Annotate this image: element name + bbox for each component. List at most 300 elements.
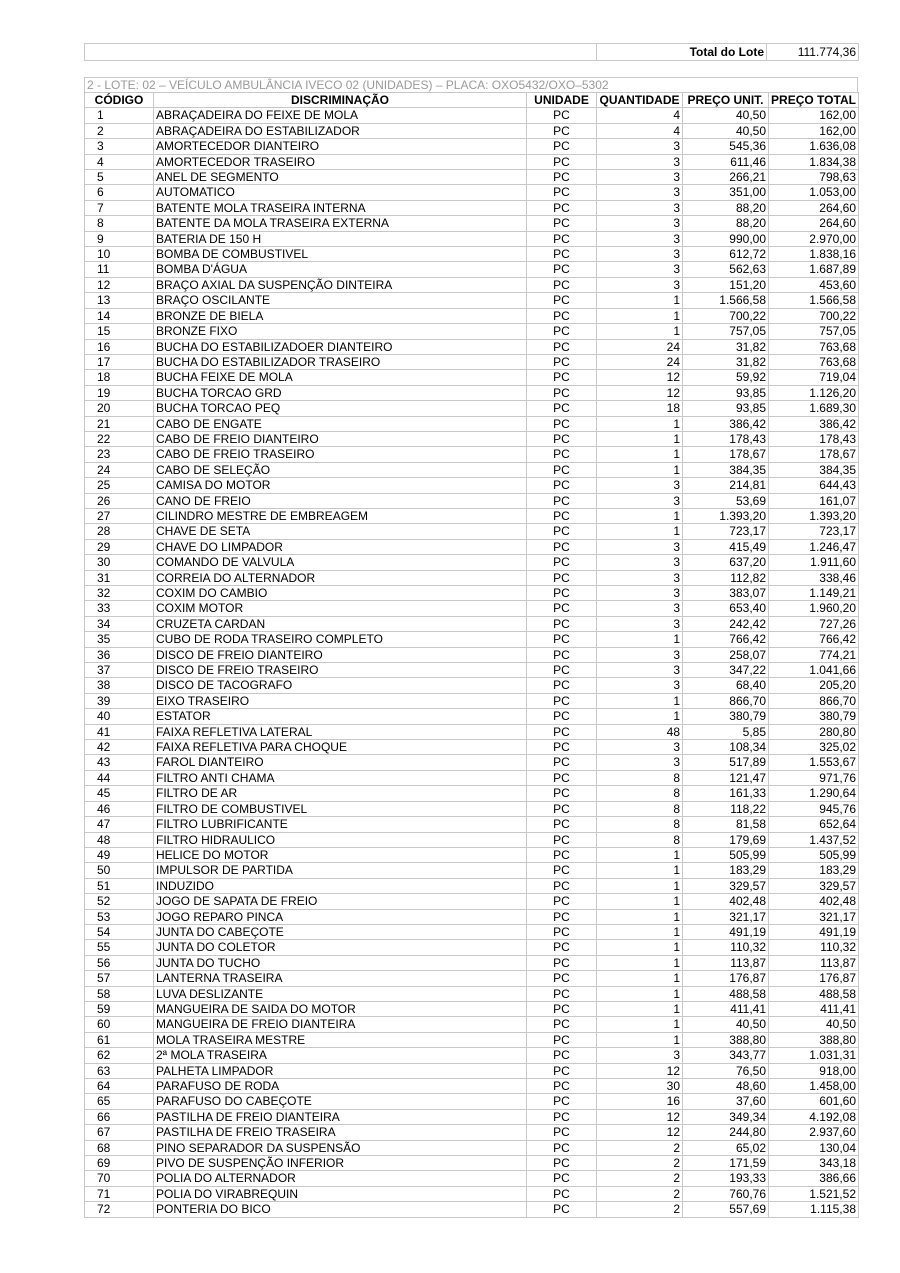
cell-unidade: PC bbox=[527, 139, 597, 154]
cell-unidade: PC bbox=[527, 724, 597, 739]
table-row bbox=[85, 909, 859, 924]
cell-preco-unit: 557,69 bbox=[683, 1202, 769, 1217]
cell-preco-unit: 562,63 bbox=[683, 262, 769, 277]
cell-quantidade: 1 bbox=[597, 693, 683, 708]
cell-unidade: PC bbox=[527, 447, 597, 462]
cell-quantidade: 24 bbox=[597, 354, 683, 369]
cell-quantidade: 1 bbox=[597, 709, 683, 724]
cell-quantidade: 3 bbox=[597, 586, 683, 601]
cell-preco-unit: 266,21 bbox=[683, 170, 769, 185]
cell-discriminacao: MOLA TRASEIRA MESTRE bbox=[154, 1032, 527, 1047]
cell-unidade: PC bbox=[527, 770, 597, 785]
cell-preco-unit: 53,69 bbox=[683, 493, 769, 508]
table-row bbox=[85, 478, 859, 493]
cell-quantidade: 1 bbox=[597, 1001, 683, 1016]
table-row bbox=[85, 786, 859, 801]
cell-discriminacao: ABRAÇADEIRA DO ESTABILIZADOR bbox=[154, 123, 527, 138]
cell-preco-unit: 411,41 bbox=[683, 1001, 769, 1016]
header-codigo: CÓDIGO bbox=[85, 93, 154, 108]
cell-discriminacao: POLIA DO VIRABREQUIN bbox=[154, 1186, 527, 1201]
cell-discriminacao: JUNTA DO TUCHO bbox=[154, 955, 527, 970]
cell-quantidade: 12 bbox=[597, 1109, 683, 1124]
cell-discriminacao: BRONZE DE BIELA bbox=[154, 308, 527, 323]
cell-codigo: 22 bbox=[85, 431, 154, 446]
table-row bbox=[85, 247, 859, 262]
table-row bbox=[85, 678, 859, 693]
cell-preco-unit: 176,87 bbox=[683, 971, 769, 986]
cell-quantidade: 3 bbox=[597, 663, 683, 678]
cell-preco-total: 176,87 bbox=[769, 971, 859, 986]
cell-discriminacao: 2ª MOLA TRASEIRA bbox=[154, 1048, 527, 1063]
cell-quantidade: 2 bbox=[597, 1202, 683, 1217]
cell-preco-unit: 59,92 bbox=[683, 370, 769, 385]
cell-codigo: 26 bbox=[85, 493, 154, 508]
cell-discriminacao: MANGUEIRA DE FREIO DIANTEIRA bbox=[154, 1017, 527, 1032]
cell-codigo: 50 bbox=[85, 863, 154, 878]
cell-quantidade: 3 bbox=[597, 277, 683, 292]
cell-unidade: PC bbox=[527, 231, 597, 246]
cell-codigo: 4 bbox=[85, 154, 154, 169]
table-row bbox=[85, 1202, 859, 1217]
total-lote-row bbox=[85, 44, 859, 61]
cell-quantidade: 1 bbox=[597, 863, 683, 878]
cell-discriminacao: CABO DE FREIO TRASEIRO bbox=[154, 447, 527, 462]
cell-unidade: PC bbox=[527, 632, 597, 647]
cell-quantidade: 3 bbox=[597, 231, 683, 246]
cell-discriminacao: FILTRO ANTI CHAMA bbox=[154, 770, 527, 785]
cell-codigo: 19 bbox=[85, 385, 154, 400]
cell-preco-total: 1.126,20 bbox=[769, 385, 859, 400]
table-row bbox=[85, 616, 859, 631]
cell-preco-unit: 388,80 bbox=[683, 1032, 769, 1047]
cell-preco-unit: 178,43 bbox=[683, 431, 769, 446]
cell-preco-total: 601,60 bbox=[769, 1094, 859, 1109]
table-row bbox=[85, 770, 859, 785]
cell-unidade: PC bbox=[527, 647, 597, 662]
cell-quantidade: 30 bbox=[597, 1079, 683, 1094]
cell-codigo: 5 bbox=[85, 170, 154, 185]
cell-preco-total: 1.031,31 bbox=[769, 1048, 859, 1063]
cell-codigo: 44 bbox=[85, 770, 154, 785]
cell-unidade: PC bbox=[527, 200, 597, 215]
cell-quantidade: 2 bbox=[597, 1140, 683, 1155]
cell-preco-unit: 517,89 bbox=[683, 755, 769, 770]
cell-quantidade: 48 bbox=[597, 724, 683, 739]
cell-quantidade: 1 bbox=[597, 909, 683, 924]
cell-codigo: 51 bbox=[85, 878, 154, 893]
cell-unidade: PC bbox=[527, 1186, 597, 1201]
cell-preco-total: 1.290,64 bbox=[769, 786, 859, 801]
cell-preco-total: 1.566,58 bbox=[769, 293, 859, 308]
cell-codigo: 31 bbox=[85, 570, 154, 585]
cell-preco-total: 4.192,08 bbox=[769, 1109, 859, 1124]
cell-unidade: PC bbox=[527, 401, 597, 416]
cell-unidade: PC bbox=[527, 663, 597, 678]
cell-preco-unit: 545,36 bbox=[683, 139, 769, 154]
cell-preco-unit: 488,58 bbox=[683, 986, 769, 1001]
cell-unidade: PC bbox=[527, 801, 597, 816]
cell-unidade: PC bbox=[527, 1171, 597, 1186]
cell-preco-total: 325,02 bbox=[769, 740, 859, 755]
cell-discriminacao: CANO DE FREIO bbox=[154, 493, 527, 508]
cell-preco-total: 1.687,89 bbox=[769, 262, 859, 277]
cell-codigo: 47 bbox=[85, 817, 154, 832]
cell-discriminacao: EIXO TRASEIRO bbox=[154, 693, 527, 708]
cell-discriminacao: PINO SEPARADOR DA SUSPENSÃO bbox=[154, 1140, 527, 1155]
cell-quantidade: 3 bbox=[597, 555, 683, 570]
cell-codigo: 7 bbox=[85, 200, 154, 215]
cell-codigo: 9 bbox=[85, 231, 154, 246]
total-lote-table bbox=[84, 43, 859, 61]
header-preco-total: PREÇO TOTAL bbox=[769, 93, 859, 108]
cell-unidade: PC bbox=[527, 601, 597, 616]
cell-quantidade: 1 bbox=[597, 524, 683, 539]
cell-codigo: 37 bbox=[85, 663, 154, 678]
table-row bbox=[85, 693, 859, 708]
table-row bbox=[85, 262, 859, 277]
cell-unidade: PC bbox=[527, 709, 597, 724]
cell-quantidade: 3 bbox=[597, 616, 683, 631]
cell-preco-unit: 112,82 bbox=[683, 570, 769, 585]
cell-preco-unit: 110,32 bbox=[683, 940, 769, 955]
cell-preco-unit: 380,79 bbox=[683, 709, 769, 724]
cell-preco-total: 766,42 bbox=[769, 632, 859, 647]
cell-preco-unit: 214,81 bbox=[683, 478, 769, 493]
cell-preco-unit: 65,02 bbox=[683, 1140, 769, 1155]
cell-unidade: PC bbox=[527, 293, 597, 308]
cell-discriminacao: COXIM DO CAMBIO bbox=[154, 586, 527, 601]
cell-quantidade: 3 bbox=[597, 247, 683, 262]
document-sheet bbox=[84, 43, 858, 1218]
cell-quantidade: 1 bbox=[597, 632, 683, 647]
table-row bbox=[85, 139, 859, 154]
cell-preco-unit: 121,47 bbox=[683, 770, 769, 785]
cell-preco-total: 205,20 bbox=[769, 678, 859, 693]
cell-codigo: 15 bbox=[85, 324, 154, 339]
cell-unidade: PC bbox=[527, 616, 597, 631]
table-row bbox=[85, 940, 859, 955]
cell-quantidade: 3 bbox=[597, 570, 683, 585]
table-row bbox=[85, 740, 859, 755]
table-row bbox=[85, 570, 859, 585]
cell-preco-total: 652,64 bbox=[769, 817, 859, 832]
table-row bbox=[85, 724, 859, 739]
cell-codigo: 27 bbox=[85, 508, 154, 523]
cell-preco-unit: 700,22 bbox=[683, 308, 769, 323]
cell-unidade: PC bbox=[527, 955, 597, 970]
cell-discriminacao: PIVO DE SUSPENÇÃO INFERIOR bbox=[154, 1156, 527, 1171]
cell-preco-total: 178,67 bbox=[769, 447, 859, 462]
cell-preco-total: 380,79 bbox=[769, 709, 859, 724]
cell-codigo: 18 bbox=[85, 370, 154, 385]
cell-preco-total: 113,87 bbox=[769, 955, 859, 970]
table-row bbox=[85, 185, 859, 200]
table-row bbox=[85, 539, 859, 554]
cell-quantidade: 1 bbox=[597, 955, 683, 970]
cell-discriminacao: BRAÇO OSCILANTE bbox=[154, 293, 527, 308]
cell-discriminacao: COXIM MOTOR bbox=[154, 601, 527, 616]
cell-codigo: 23 bbox=[85, 447, 154, 462]
cell-discriminacao: CUBO DE RODA TRASEIRO COMPLETO bbox=[154, 632, 527, 647]
cell-preco-total: 723,17 bbox=[769, 524, 859, 539]
cell-codigo: 29 bbox=[85, 539, 154, 554]
cell-unidade: PC bbox=[527, 1032, 597, 1047]
cell-preco-total: 386,66 bbox=[769, 1171, 859, 1186]
cell-preco-total: 971,76 bbox=[769, 770, 859, 785]
cell-unidade: PC bbox=[527, 339, 597, 354]
cell-unidade: PC bbox=[527, 740, 597, 755]
cell-discriminacao: CABO DE SELEÇÃO bbox=[154, 462, 527, 477]
cell-quantidade: 4 bbox=[597, 123, 683, 138]
table-row bbox=[85, 354, 859, 369]
table-row bbox=[85, 601, 859, 616]
cell-preco-total: 402,48 bbox=[769, 894, 859, 909]
cell-codigo: 69 bbox=[85, 1156, 154, 1171]
cell-codigo: 40 bbox=[85, 709, 154, 724]
cell-quantidade: 3 bbox=[597, 539, 683, 554]
cell-quantidade: 3 bbox=[597, 647, 683, 662]
cell-unidade: PC bbox=[527, 847, 597, 862]
cell-discriminacao: JUNTA DO COLETOR bbox=[154, 940, 527, 955]
cell-preco-total: 2.937,60 bbox=[769, 1125, 859, 1140]
cell-preco-total: 1.458,00 bbox=[769, 1079, 859, 1094]
cell-unidade: PC bbox=[527, 832, 597, 847]
cell-codigo: 34 bbox=[85, 616, 154, 631]
cell-codigo: 17 bbox=[85, 354, 154, 369]
cell-discriminacao: CHAVE DE SETA bbox=[154, 524, 527, 539]
cell-unidade: PC bbox=[527, 508, 597, 523]
cell-codigo: 16 bbox=[85, 339, 154, 354]
cell-codigo: 46 bbox=[85, 801, 154, 816]
table-row bbox=[85, 1109, 859, 1124]
cell-preco-total: 264,60 bbox=[769, 200, 859, 215]
cell-quantidade: 3 bbox=[597, 478, 683, 493]
cell-quantidade: 12 bbox=[597, 385, 683, 400]
cell-unidade: PC bbox=[527, 1202, 597, 1217]
cell-preco-total: 384,35 bbox=[769, 462, 859, 477]
table-row bbox=[85, 216, 859, 231]
cell-codigo: 48 bbox=[85, 832, 154, 847]
cell-discriminacao: BRAÇO AXIAL DA SUSPENÇÃO DINTEIRA bbox=[154, 277, 527, 292]
cell-unidade: PC bbox=[527, 385, 597, 400]
cell-unidade: PC bbox=[527, 431, 597, 446]
table-row bbox=[85, 1032, 859, 1047]
cell-discriminacao: FILTRO DE COMBUSTIVEL bbox=[154, 801, 527, 816]
cell-preco-unit: 88,20 bbox=[683, 200, 769, 215]
cell-discriminacao: CILINDRO MESTRE DE EMBREAGEM bbox=[154, 508, 527, 523]
cell-unidade: PC bbox=[527, 1109, 597, 1124]
cell-preco-total: 1.911,60 bbox=[769, 555, 859, 570]
cell-quantidade: 1 bbox=[597, 324, 683, 339]
cell-preco-total: 774,21 bbox=[769, 647, 859, 662]
total-lote-label: Total do Lote bbox=[597, 44, 767, 61]
cell-unidade: PC bbox=[527, 123, 597, 138]
cell-quantidade: 3 bbox=[597, 601, 683, 616]
cell-discriminacao: DISCO DE FREIO TRASEIRO bbox=[154, 663, 527, 678]
table-row bbox=[85, 200, 859, 215]
cell-preco-total: 1.393,20 bbox=[769, 508, 859, 523]
table-row bbox=[85, 986, 859, 1001]
cell-codigo: 14 bbox=[85, 308, 154, 323]
table-row bbox=[85, 817, 859, 832]
cell-unidade: PC bbox=[527, 693, 597, 708]
cell-unidade: PC bbox=[527, 878, 597, 893]
cell-discriminacao: POLIA DO ALTERNADOR bbox=[154, 1171, 527, 1186]
cell-discriminacao: MANGUEIRA DE SAIDA DO MOTOR bbox=[154, 1001, 527, 1016]
cell-codigo: 3 bbox=[85, 139, 154, 154]
cell-preco-unit: 386,42 bbox=[683, 416, 769, 431]
cell-preco-unit: 343,77 bbox=[683, 1048, 769, 1063]
cell-unidade: PC bbox=[527, 817, 597, 832]
cell-quantidade: 3 bbox=[597, 216, 683, 231]
cell-unidade: PC bbox=[527, 247, 597, 262]
cell-codigo: 6 bbox=[85, 185, 154, 200]
cell-unidade: PC bbox=[527, 924, 597, 939]
cell-unidade: PC bbox=[527, 185, 597, 200]
cell-discriminacao: FAROL DIANTEIRO bbox=[154, 755, 527, 770]
cell-preco-unit: 329,57 bbox=[683, 878, 769, 893]
cell-quantidade: 8 bbox=[597, 832, 683, 847]
cell-quantidade: 1 bbox=[597, 293, 683, 308]
cell-unidade: PC bbox=[527, 308, 597, 323]
cell-codigo: 21 bbox=[85, 416, 154, 431]
cell-discriminacao: AUTOMATICO bbox=[154, 185, 527, 200]
cell-discriminacao: INDUZIDO bbox=[154, 878, 527, 893]
cell-unidade: PC bbox=[527, 1079, 597, 1094]
cell-codigo: 41 bbox=[85, 724, 154, 739]
total-blank-cell bbox=[85, 44, 597, 61]
cell-codigo: 70 bbox=[85, 1171, 154, 1186]
cell-preco-unit: 40,50 bbox=[683, 1017, 769, 1032]
cell-unidade: PC bbox=[527, 555, 597, 570]
cell-preco-unit: 93,85 bbox=[683, 401, 769, 416]
cell-quantidade: 8 bbox=[597, 786, 683, 801]
cell-discriminacao: CORREIA DO ALTERNADOR bbox=[154, 570, 527, 585]
cell-preco-unit: 866,70 bbox=[683, 693, 769, 708]
cell-preco-unit: 766,42 bbox=[683, 632, 769, 647]
cell-preco-total: 1.149,21 bbox=[769, 586, 859, 601]
cell-quantidade: 1 bbox=[597, 971, 683, 986]
items-body bbox=[85, 108, 859, 1217]
table-row bbox=[85, 1048, 859, 1063]
cell-quantidade: 2 bbox=[597, 1186, 683, 1201]
cell-preco-total: 280,80 bbox=[769, 724, 859, 739]
cell-quantidade: 24 bbox=[597, 339, 683, 354]
table-row bbox=[85, 108, 859, 123]
cell-preco-total: 1.521,52 bbox=[769, 1186, 859, 1201]
cell-discriminacao: COMANDO DE VALVULA bbox=[154, 555, 527, 570]
cell-preco-total: 719,04 bbox=[769, 370, 859, 385]
cell-unidade: PC bbox=[527, 154, 597, 169]
table-row bbox=[85, 924, 859, 939]
cell-unidade: PC bbox=[527, 354, 597, 369]
cell-preco-total: 945,76 bbox=[769, 801, 859, 816]
cell-unidade: PC bbox=[527, 262, 597, 277]
cell-preco-total: 918,00 bbox=[769, 1063, 859, 1078]
table-row bbox=[85, 1094, 859, 1109]
cell-discriminacao: FILTRO LUBRIFICANTE bbox=[154, 817, 527, 832]
cell-codigo: 36 bbox=[85, 647, 154, 662]
cell-preco-total: 386,42 bbox=[769, 416, 859, 431]
cell-preco-total: 1.553,67 bbox=[769, 755, 859, 770]
cell-preco-unit: 40,50 bbox=[683, 108, 769, 123]
cell-codigo: 13 bbox=[85, 293, 154, 308]
cell-quantidade: 12 bbox=[597, 370, 683, 385]
cell-preco-total: 388,80 bbox=[769, 1032, 859, 1047]
cell-discriminacao: FAIXA REFLETIVA PARA CHOQUE bbox=[154, 740, 527, 755]
cell-preco-unit: 161,33 bbox=[683, 786, 769, 801]
table-row bbox=[85, 1171, 859, 1186]
cell-quantidade: 2 bbox=[597, 1171, 683, 1186]
table-row bbox=[85, 447, 859, 462]
cell-codigo: 71 bbox=[85, 1186, 154, 1201]
cell-discriminacao: BOMBA D'ÁGUA bbox=[154, 262, 527, 277]
cell-preco-total: 798,63 bbox=[769, 170, 859, 185]
cell-preco-total: 110,32 bbox=[769, 940, 859, 955]
cell-unidade: PC bbox=[527, 216, 597, 231]
cell-quantidade: 1 bbox=[597, 940, 683, 955]
cell-preco-unit: 505,99 bbox=[683, 847, 769, 862]
cell-discriminacao: DISCO DE TACOGRAFO bbox=[154, 678, 527, 693]
table-row bbox=[85, 123, 859, 138]
table-row bbox=[85, 339, 859, 354]
cell-preco-total: 1.041,66 bbox=[769, 663, 859, 678]
cell-quantidade: 1 bbox=[597, 894, 683, 909]
cell-preco-total: 338,46 bbox=[769, 570, 859, 585]
cell-preco-unit: 347,22 bbox=[683, 663, 769, 678]
cell-codigo: 33 bbox=[85, 601, 154, 616]
cell-preco-total: 343,18 bbox=[769, 1156, 859, 1171]
cell-preco-unit: 40,50 bbox=[683, 123, 769, 138]
cell-unidade: PC bbox=[527, 493, 597, 508]
cell-quantidade: 1 bbox=[597, 986, 683, 1001]
cell-unidade: PC bbox=[527, 570, 597, 585]
cell-preco-total: 866,70 bbox=[769, 693, 859, 708]
cell-preco-unit: 68,40 bbox=[683, 678, 769, 693]
cell-quantidade: 3 bbox=[597, 1048, 683, 1063]
cell-preco-total: 1.834,38 bbox=[769, 154, 859, 169]
cell-preco-unit: 193,33 bbox=[683, 1171, 769, 1186]
cell-unidade: PC bbox=[527, 1125, 597, 1140]
cell-discriminacao: BUCHA TORCAO PEQ bbox=[154, 401, 527, 416]
table-row bbox=[85, 1186, 859, 1201]
cell-quantidade: 8 bbox=[597, 770, 683, 785]
cell-codigo: 57 bbox=[85, 971, 154, 986]
header-preco-unit: PREÇO UNIT. bbox=[683, 93, 769, 108]
cell-preco-total: 162,00 bbox=[769, 123, 859, 138]
cell-discriminacao: CAMISA DO MOTOR bbox=[154, 478, 527, 493]
table-row bbox=[85, 894, 859, 909]
cell-preco-unit: 402,48 bbox=[683, 894, 769, 909]
cell-quantidade: 3 bbox=[597, 200, 683, 215]
cell-quantidade: 1 bbox=[597, 1032, 683, 1047]
cell-unidade: PC bbox=[527, 863, 597, 878]
cell-preco-total: 1.437,52 bbox=[769, 832, 859, 847]
cell-discriminacao: AMORTECEDOR DIANTEIRO bbox=[154, 139, 527, 154]
cell-preco-unit: 349,34 bbox=[683, 1109, 769, 1124]
cell-preco-unit: 76,50 bbox=[683, 1063, 769, 1078]
cell-discriminacao: HELICE DO MOTOR bbox=[154, 847, 527, 862]
cell-unidade: PC bbox=[527, 678, 597, 693]
table-row bbox=[85, 755, 859, 770]
cell-unidade: PC bbox=[527, 1156, 597, 1171]
cell-preco-total: 488,58 bbox=[769, 986, 859, 1001]
cell-unidade: PC bbox=[527, 909, 597, 924]
cell-preco-unit: 31,82 bbox=[683, 354, 769, 369]
cell-quantidade: 3 bbox=[597, 678, 683, 693]
cell-codigo: 72 bbox=[85, 1202, 154, 1217]
table-row bbox=[85, 1125, 859, 1140]
